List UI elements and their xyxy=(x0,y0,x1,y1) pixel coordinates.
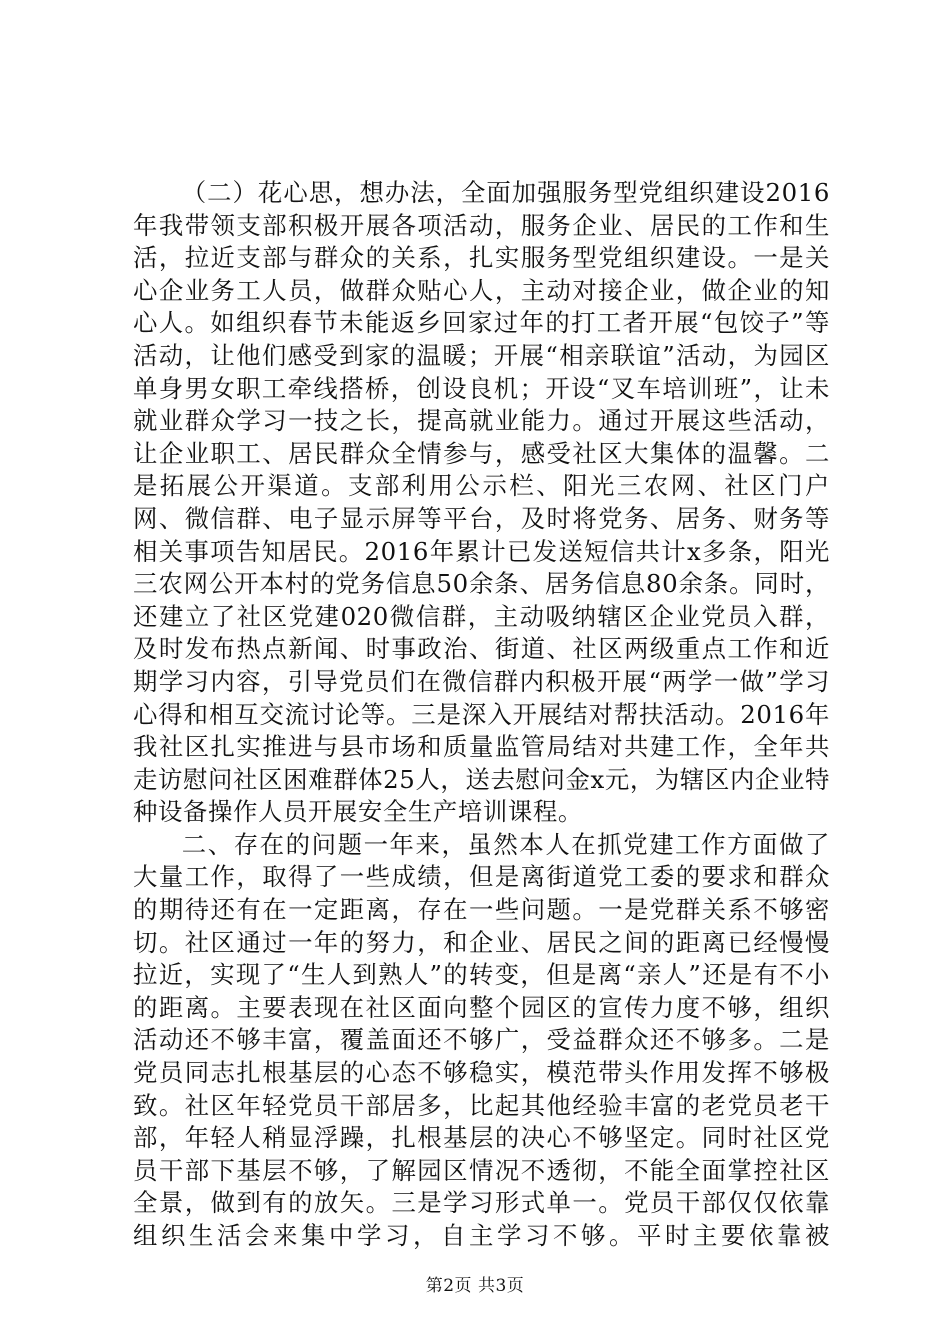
paragraph-existing-problems: 二、存在的问题一年来，虽然本人在抓党建工作方面做了大量工作，取得了一些成绩，但是离街道党工委的要求和群众的期待还有在一定距离，存在一些问题。一是党群关系不够密切。社区通过一年的努力，和企业、居民之间的距离已经慢慢拉近，实现了“生人到熟人”的转变，但是离“亲人”还是有不小的距离。主要表现在社区面向整个园区的宣传力度不够，组织活动还不够丰富，覆盖面还不够广，受益群众还不够多。二是党员同志扎根基层的心态不够稳实，模范带头作用发挥不够极致。社区年轻党员干部居多，比起其他经验丰富的老党员老干部，年轻人稍显浮躁，扎根基层的决心不够坚定。同时社区党员干部下基层不够，了解园区情况不透彻，不能全面掌控社区全景，做到有的放矢。三是学习形式单一。党员干部仅仅依靠组织生活会来集中学习，自主学习不够。平时主要依靠被 xyxy=(133,829,830,1250)
page-number-footer: 第2页 共3页 xyxy=(425,1276,525,1296)
document-body xyxy=(133,177,830,1253)
paragraph-service-party-building: （二）花心思，想办法，全面加强服务型党组织建设2016年我带领支部积极开展各项活动，服务企业、居民的工作和生活，拉近支部与群众的关系，扎实服务型党组织建设。一是关心企业务工人员，做群众贴心人，主动对接企业，做企业的知心人。如组织春节未能返乡回家过年的打工者开展“包饺子”等活动，让他们感受到家的温暖；开展“相亲联谊”活动，为园区单身男女职工牵线搭桥，创设良机；开设“叉车培训班”，让未就业群众学习一技之长，提高就业能力。通过开展这些活动，让企业职工、居民群众全情参与，感受社区大集体的温馨。二是拓展公开渠道。支部利用公示栏、阳光三农网、社区门户网、微信群、电子显示屏等平台，及时将党务、居务、财务等相关事项告知居民。2016年累计已发送短信共计x多条，阳光三农网公开本村的党务信息50余条、居务信息80余条。同时，还建立了社区党建020微信群，主动吸纳辖区企业党员入群，及时发布热点新闻、时事政治、街道、社区两级重点工作和近期学习内容，引导党员们在微信群内积极开展“两学一做”学习心得和相互交流讨论等。三是深入开展结对帮扶活动。2016年我社区扎实推进与县市场和质量监管局结对共建工作，全年共走访慰问社区困难群体25人，送去慰问金x元，为辖区内企业特种设备操作人员开展安全生产培训课程。 xyxy=(133,178,830,827)
